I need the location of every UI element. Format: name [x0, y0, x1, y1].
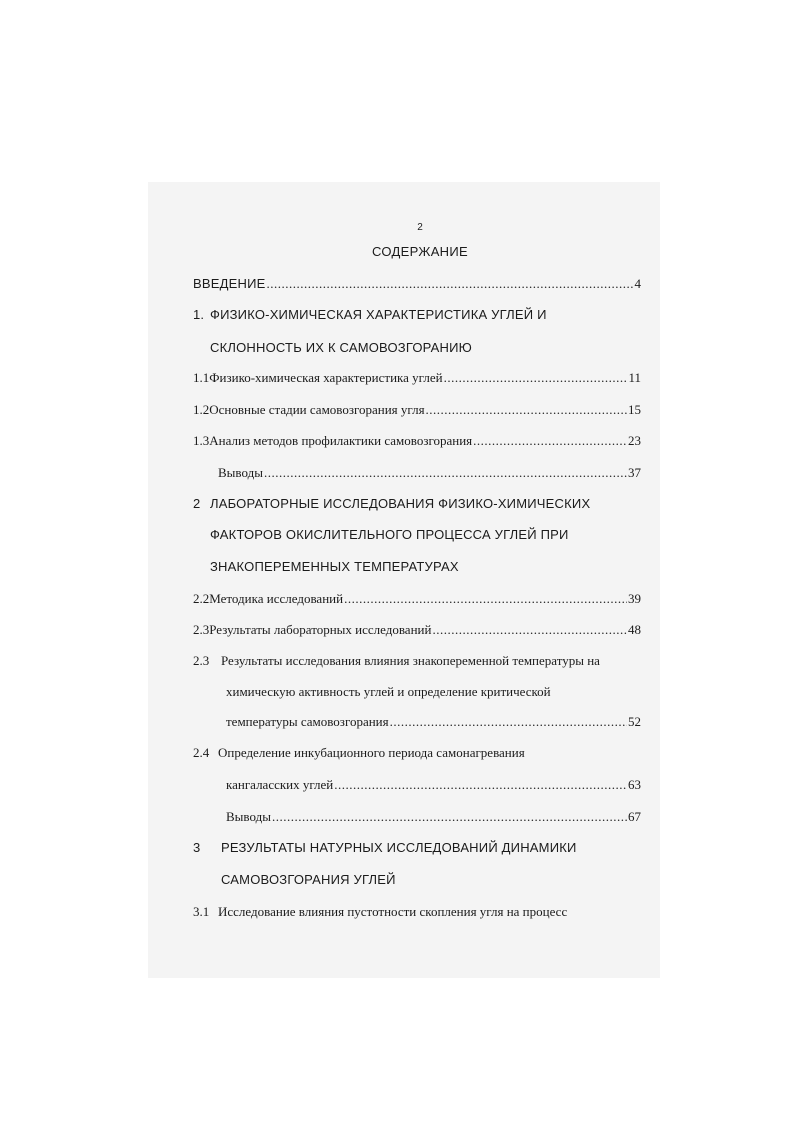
- toc-entry-2-4-line1[interactable]: Определение инкубационного периода самонагревания: [218, 745, 525, 760]
- scanned-page: [148, 182, 660, 978]
- toc-entry-number: 2.4: [193, 745, 210, 760]
- chapter-2-number: 2: [193, 496, 201, 511]
- toc-entry-text: Физико-химическая характеристика углей: [209, 370, 443, 385]
- chapter-1-number: 1.: [193, 307, 205, 322]
- leader-dots: [334, 777, 627, 793]
- toc-entry-number: 2.2: [193, 591, 210, 606]
- toc-entry-text: Результаты лабораторных исследований: [209, 622, 432, 637]
- toc-entry-2-3-line3[interactable]: [226, 714, 641, 730]
- toc-entry-text: Методика исследований: [209, 591, 344, 606]
- page-number: 2: [417, 222, 423, 233]
- toc-entry-conclusions-1[interactable]: [218, 465, 641, 481]
- toc-entry-number: 2.3: [193, 622, 210, 637]
- toc-entry-page: 67: [628, 809, 641, 824]
- chapter-3-title-line1[interactable]: РЕЗУЛЬТАТЫ НАТУРНЫХ ИССЛЕДОВАНИЙ ДИНАМИКИ: [221, 840, 577, 855]
- chapter-3-title-line2[interactable]: САМОВОЗГОРАНИЯ УГЛЕЙ: [221, 872, 396, 887]
- toc-entry-1-3[interactable]: [193, 433, 641, 449]
- toc-entry-2-2[interactable]: [193, 591, 641, 607]
- chapter-2-title-line2[interactable]: ФАКТОРОВ ОКИСЛИТЕЛЬНОГО ПРОЦЕССА УГЛЕЙ ПРИ: [210, 527, 569, 542]
- chapter-3-number: 3: [193, 840, 201, 855]
- toc-entry-text: Выводы: [226, 809, 271, 824]
- toc-entry-text: температуры самовозгорания: [226, 714, 389, 729]
- toc-entry-page: 4: [634, 276, 641, 291]
- leader-dots: [432, 622, 627, 638]
- chapter-2-title-line3[interactable]: ЗНАКОПЕРЕМЕННЫХ ТЕМПЕРАТУРАХ: [210, 559, 459, 574]
- toc-entry-text: ВВЕДЕНИЕ: [193, 276, 266, 291]
- toc-entry-text: Выводы: [218, 465, 263, 480]
- toc-entry-page: 11: [628, 370, 641, 385]
- toc-entry-page: 15: [628, 402, 641, 417]
- toc-entry-2-4-line2[interactable]: [226, 777, 641, 793]
- toc-entry-number: 2.3: [193, 653, 210, 668]
- leader-dots: [473, 433, 627, 449]
- chapter-2-title-line1[interactable]: ЛАБОРАТОРНЫЕ ИССЛЕДОВАНИЯ ФИЗИКО-ХИМИЧЕСКИХ: [210, 496, 591, 511]
- toc-entry-text: кангаласских углей: [226, 777, 334, 792]
- toc-entry-number: 3.1: [193, 904, 210, 919]
- toc-entry-2-3-line1[interactable]: Результаты исследования влияния знакопеременной температуры на: [221, 653, 600, 668]
- toc-entry-2-3-lab-results[interactable]: [193, 622, 641, 638]
- toc-entry-number: 1.3: [193, 433, 210, 448]
- leader-dots: [390, 714, 627, 730]
- toc-entry-page: 37: [628, 465, 641, 480]
- toc-entry-text: Основные стадии самовозгорания угля: [209, 402, 425, 417]
- toc-entry-conclusions-2[interactable]: [226, 809, 641, 825]
- toc-entry-3-1-line1[interactable]: Исследование влияния пустотности скопления угля на процесс: [218, 904, 568, 919]
- toc-entry-page: 63: [628, 777, 641, 792]
- leader-dots: [344, 591, 627, 607]
- toc-entry-page: 48: [628, 622, 641, 637]
- toc-entry-number: 1.1: [193, 370, 210, 385]
- toc-entry-intro[interactable]: [193, 276, 641, 292]
- leader-dots: [426, 402, 627, 418]
- toc-entry-number: 1.2: [193, 402, 210, 417]
- toc-entry-1-1[interactable]: [193, 370, 641, 386]
- leader-dots: [264, 465, 627, 481]
- toc-entry-1-2[interactable]: [193, 402, 641, 418]
- leader-dots: [444, 370, 628, 386]
- toc-entry-page: 23: [628, 433, 641, 448]
- toc-entry-2-3-line2[interactable]: химическую активность углей и определение критической: [226, 684, 551, 699]
- toc-title: СОДЕРЖАНИЕ: [371, 244, 468, 259]
- toc-entry-text: Анализ методов профилактики самовозгорания: [209, 433, 473, 448]
- toc-entry-page: 52: [628, 714, 641, 729]
- leader-dots: [267, 276, 634, 292]
- toc-entry-page: 39: [628, 591, 641, 606]
- chapter-1-title-line2[interactable]: СКЛОННОСТЬ ИХ К САМОВОЗГОРАНИЮ: [210, 340, 473, 355]
- chapter-1-title-line1[interactable]: ФИЗИКО-ХИМИЧЕСКАЯ ХАРАКТЕРИСТИКА УГЛЕЙ И: [210, 307, 547, 322]
- leader-dots: [272, 809, 627, 825]
